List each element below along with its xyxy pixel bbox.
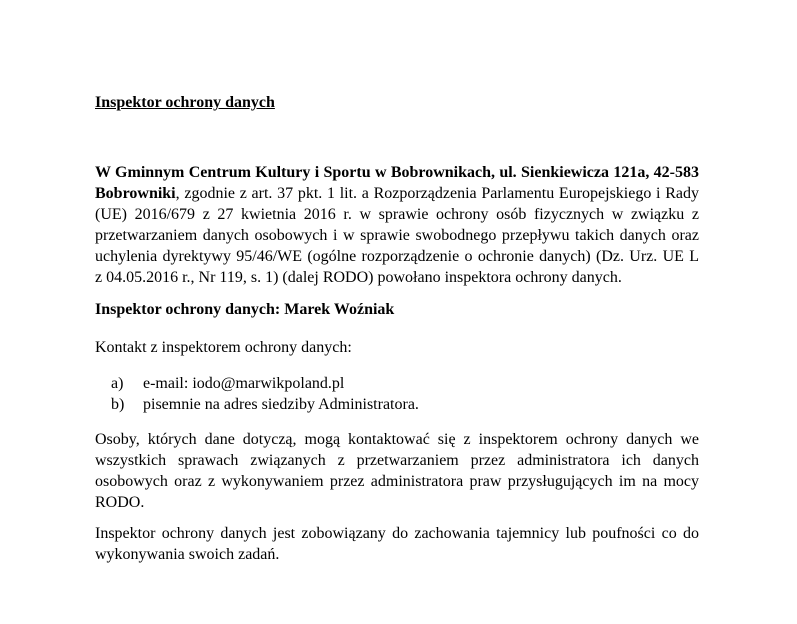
text-line	[95, 267, 699, 288]
text-line	[95, 471, 699, 492]
text-line	[95, 544, 699, 565]
contact-list	[95, 373, 699, 415]
page-title: Inspektor ochrony danych	[95, 94, 275, 111]
contact-list-item-text: pisemnie na adres siedziby Administratora.	[143, 396, 419, 413]
bold-text-segment: Bobrowniki	[95, 185, 176, 202]
text-segment: Inspektor ochrony danych jest zobowiązany do zachowania tajemnicy lub poufności co do	[95, 525, 699, 542]
contact-heading: Kontakt z inspektorem ochrony danych:	[95, 339, 352, 356]
text-line	[95, 429, 699, 450]
text-line	[95, 162, 699, 183]
text-segment: RODO.	[95, 494, 145, 511]
text-line	[95, 450, 699, 471]
document-content	[95, 92, 699, 565]
text-line	[95, 492, 699, 513]
text-segment: przetwarzaniem danych osobowych i w sprawie swobodnego przepływu takich danych oraz	[95, 227, 699, 244]
list-marker: b)	[111, 396, 125, 413]
text-segment: uchylenia dyrektywy 95/46/WE (ogólne rozporządzenie o ochronie danych) (Dz. Urz. UE L	[95, 248, 699, 265]
text-segment: , zgodnie z art. 37 pkt. 1 lit. a Rozporządzenia Parlamentu Europejskiego i Rady	[175, 185, 699, 202]
text-segment: Osoby, których dane dotyczą, mogą kontaktować się z inspektorem ochrony danych we	[95, 431, 699, 448]
text-segment: (UE) 2016/679 z 27 kwietnia 2016 r. w sprawie ochrony osób fizycznych w związku z	[95, 206, 699, 223]
text-line	[95, 246, 699, 267]
paragraph-intro	[95, 162, 699, 288]
bold-text-segment: W Gminnym Centrum Kultury i Sportu w Bobrownikach, ul. Sienkiewicza 121a, 42-583	[95, 164, 699, 181]
text-line	[95, 183, 699, 204]
dpo-name-line: Inspektor ochrony danych: Marek Woźniak	[95, 301, 395, 318]
text-segment: z 04.05.2016 r., Nr 119, s. 1) (dalej RODO) powołano inspektora ochrony danych.	[95, 269, 622, 286]
paragraph-secrecy	[95, 523, 699, 565]
paragraph-scope	[95, 429, 699, 513]
contact-list-item-text: e-mail: iodo@marwikpoland.pl	[143, 375, 345, 392]
text-segment: osobowych oraz z wykonywaniem przez administratora praw przysługujących im na mocy	[95, 473, 699, 490]
list-marker: a)	[111, 375, 124, 392]
contact-list-item	[95, 394, 699, 415]
text-segment: wykonywania swoich zadań.	[95, 546, 280, 563]
text-segment: wszystkich sprawach związanych z przetwarzaniem przez administratora ich danych	[95, 452, 699, 469]
text-line	[95, 225, 699, 246]
text-line	[95, 204, 699, 225]
contact-list-item	[95, 373, 699, 394]
text-line	[95, 523, 699, 544]
